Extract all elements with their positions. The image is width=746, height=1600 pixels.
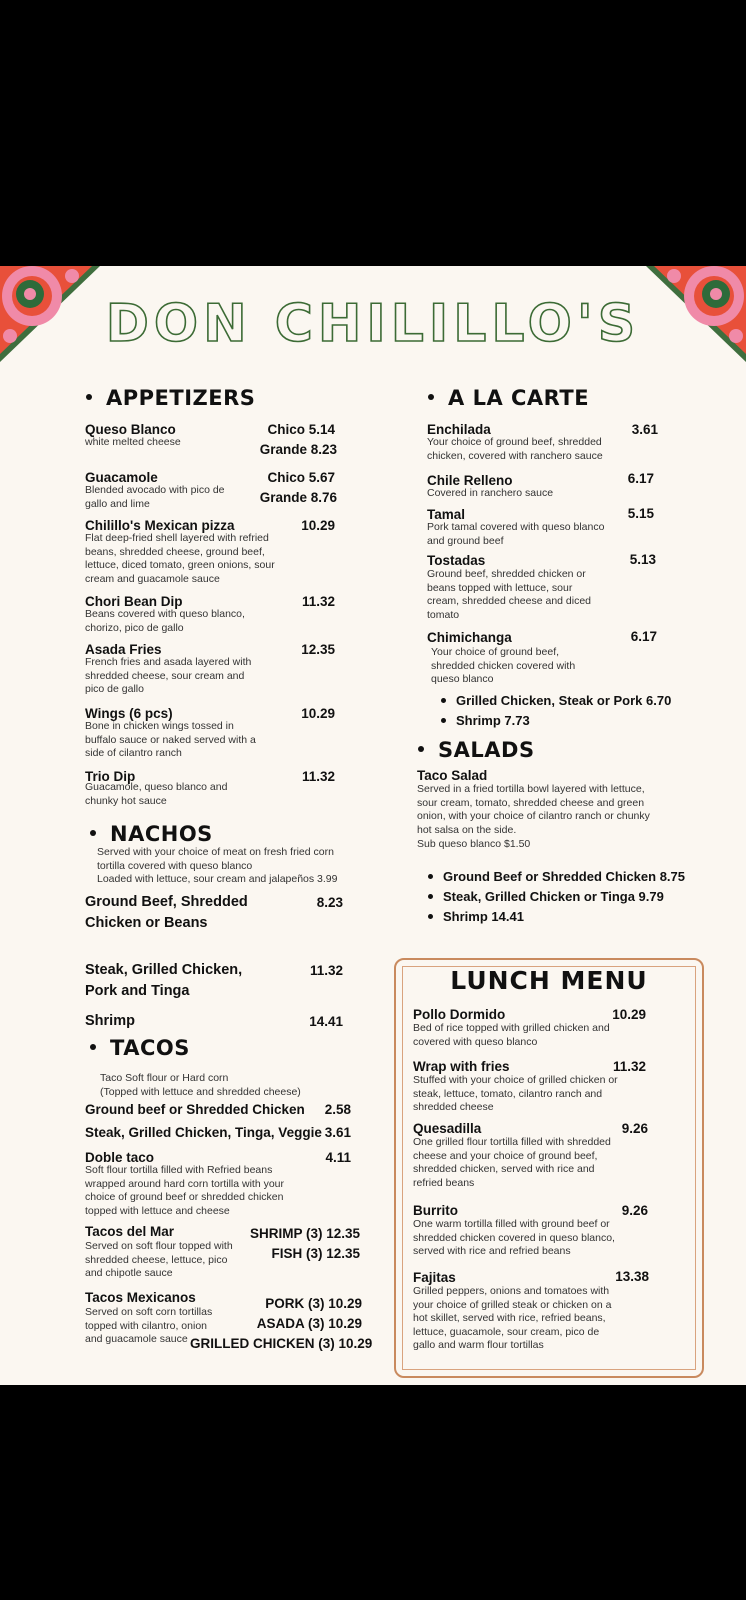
option-bullet: Grilled Chicken, Steak or Pork 6.70 xyxy=(441,693,671,708)
item-price: 10.29 xyxy=(301,706,335,721)
item-name: Chile Relleno xyxy=(427,473,513,488)
item-price: Grande 8.76 xyxy=(259,490,337,505)
item-price: 5.15 xyxy=(627,506,654,521)
option-bullet: Steak, Grilled Chicken or Tinga 9.79 xyxy=(428,889,664,904)
section-heading-appetizers: APPETIZERS xyxy=(86,386,255,410)
item-price: 14.41 xyxy=(309,1014,343,1029)
item-name: Wings (6 pcs) xyxy=(85,706,173,721)
section-heading-a-la-carte: A LA CARTE xyxy=(428,386,589,410)
item-price: 6.17 xyxy=(630,629,657,644)
item-desc: Ground beef, shredded chicken or beans topped with lettuce, sour cream, shredded cheese and diced tomato xyxy=(427,568,592,621)
item-desc: Soft flour tortilla filled with Refried beans wrapped around hard corn tortilla with your choice of ground beef or shredded chicken topped with lettuce and cheese xyxy=(85,1164,285,1217)
item-price: GRILLED CHICKEN (3) 10.29 xyxy=(190,1336,373,1351)
item-price: 2.58 xyxy=(324,1102,351,1117)
item-name: Fajitas xyxy=(413,1270,456,1285)
item-price: FISH (3) 12.35 xyxy=(271,1246,360,1261)
item-desc: Served on soft corn tortillas topped with cilantro, onion and guacamole sauce xyxy=(85,1306,213,1345)
item-name: Quesadilla xyxy=(413,1121,482,1136)
item-name: Chimichanga xyxy=(427,630,512,645)
item-name: Steak, Grilled Chicken, Tinga, Veggie xyxy=(85,1125,322,1140)
item-desc: Beans covered with queso blanco, chorizo, pico de gallo xyxy=(85,608,245,634)
item-name: Chilillo's Mexican pizza xyxy=(85,518,235,533)
item-desc: Stuffed with your choice of grilled chicken or steak, lettuce, tomato, cilantro ranch and shredded cheese xyxy=(413,1074,618,1113)
item-name: Ground beef or Shredded Chicken xyxy=(85,1102,305,1117)
section-desc: (Topped with lettuce and shredded cheese) xyxy=(100,1086,301,1098)
item-price: 10.29 xyxy=(612,1007,646,1022)
item-name: Burrito xyxy=(413,1203,458,1218)
item-name: Doble taco xyxy=(85,1150,155,1165)
item-desc: Served on soft flour topped with shredded cheese, lettuce, pico and chipotle sauce xyxy=(85,1240,233,1279)
item-price: ASADA (3) 10.29 xyxy=(256,1316,362,1331)
item-desc: Grilled peppers, onions and tomatoes with your choice of grilled steak or chicken on a hot skillet, served with rice, refried beans, lettuce, guacamole, sour cream, pico de gallo and warm flour tortillas xyxy=(413,1285,612,1351)
item-name: Chori Bean Dip xyxy=(85,594,183,609)
item-desc: white melted cheese xyxy=(85,436,181,448)
item-price: Grande 8.23 xyxy=(259,442,337,457)
item-name: Asada Fries xyxy=(85,642,162,657)
item-name: Guacamole xyxy=(85,470,158,485)
section-desc: Loaded with lettuce, sour cream and jalapeños 3.99 xyxy=(97,873,338,885)
item-price: 10.29 xyxy=(301,518,335,533)
item-price: 3.61 xyxy=(631,422,658,437)
section-desc: Taco Soft flour or Hard corn xyxy=(100,1072,229,1084)
item-name: Shrimp xyxy=(85,1013,135,1029)
item-price: 13.38 xyxy=(615,1269,649,1284)
item-desc: Sub queso blanco $1.50 xyxy=(417,838,531,850)
item-desc: Served in a fried tortilla bowl layered with lettuce, sour cream, tomato, shredded cheese and green onion, with your choice of cilantro ranch or chunky hot salsa on the side. xyxy=(417,783,650,836)
item-name: Pollo Dormido xyxy=(413,1007,506,1022)
option-bullet: Ground Beef or Shredded Chicken 8.75 xyxy=(428,869,685,884)
item-price: 12.35 xyxy=(301,642,335,657)
item-name: Tamal xyxy=(427,507,466,522)
item-desc: One grilled flour tortilla filled with shredded cheese and your choice of ground beef, shredded chicken, served with rice and refried beans xyxy=(413,1136,611,1189)
item-desc: Your choice of ground beef, shredded chicken, covered with ranchero sauce xyxy=(427,436,603,462)
item-price: Chico 5.14 xyxy=(267,422,335,437)
item-name: Taco Salad xyxy=(417,768,488,783)
item-price: Chico 5.67 xyxy=(267,470,335,485)
option-bullet: Shrimp 14.41 xyxy=(428,909,524,924)
item-desc: Bone in chicken wings tossed in buffalo sauce or naked served with a side of cilantro ranch xyxy=(85,720,256,759)
item-price: 6.17 xyxy=(627,471,654,486)
item-price: 11.32 xyxy=(301,769,335,784)
option-bullet: Shrimp 7.73 xyxy=(441,713,530,728)
item-name: Tostadas xyxy=(427,553,486,568)
item-desc: Pork tamal covered with queso blanco and ground beef xyxy=(427,521,605,547)
item-price: 11.32 xyxy=(309,963,343,978)
item-price: 11.32 xyxy=(612,1059,646,1074)
lunch-menu-heading: LUNCH MENU xyxy=(450,966,648,995)
item-price: 9.26 xyxy=(621,1203,648,1218)
menu-page xyxy=(0,266,746,1385)
item-name: Tacos del Mar xyxy=(85,1224,175,1239)
item-name: Steak, Grilled Chicken, Pork and Tinga xyxy=(85,962,243,999)
section-desc: Served with your choice of meat on fresh fried corn tortilla covered with queso blanco xyxy=(97,846,334,872)
item-desc: Covered in ranchero sauce xyxy=(427,487,554,499)
item-desc: Bed of rice topped with grilled chicken and covered with queso blanco xyxy=(413,1022,610,1048)
item-price: PORK (3) 10.29 xyxy=(265,1296,362,1311)
section-heading-salads: SALADS xyxy=(418,738,535,762)
item-price: 4.11 xyxy=(325,1150,351,1165)
item-name: Ground Beef, Shredded Chicken or Beans xyxy=(85,894,248,931)
item-price: 8.23 xyxy=(316,895,343,910)
item-desc: Your choice of ground beef, shredded chicken covered with queso blanco xyxy=(431,646,576,685)
item-name: Enchilada xyxy=(427,422,491,437)
item-name: Tacos Mexicanos xyxy=(85,1290,196,1305)
item-price: SHRIMP (3) 12.35 xyxy=(249,1226,360,1241)
item-desc: Flat deep-fried shell layered with refried beans, shredded cheese, ground beef, lettuce, diced tomato, green onions, sour cream and guacamole sauce xyxy=(85,532,275,585)
restaurant-title: DON CHILILLO'S xyxy=(105,294,641,354)
item-desc: Blended avocado with pico de gallo and lime xyxy=(85,484,225,510)
item-name: Queso Blanco xyxy=(85,422,176,437)
item-name: Trio Dip xyxy=(85,769,136,784)
item-price: 3.61 xyxy=(324,1125,351,1140)
item-desc: French fries and asada layered with shredded cheese, sour cream and pico de gallo xyxy=(85,656,252,695)
item-desc: One warm tortilla filled with ground beef or shredded chicken covered in queso blanco, served with rice and refried beans xyxy=(413,1218,615,1257)
item-price: 5.13 xyxy=(629,552,656,567)
item-desc: Guacamole, queso blanco and chunky hot sauce xyxy=(85,781,228,807)
item-price: 9.26 xyxy=(621,1121,648,1136)
item-name: Wrap with fries xyxy=(413,1059,510,1074)
section-heading-nachos: NACHOS xyxy=(90,822,213,846)
section-heading-tacos: TACOS xyxy=(90,1036,190,1060)
item-price: 11.32 xyxy=(301,594,335,609)
